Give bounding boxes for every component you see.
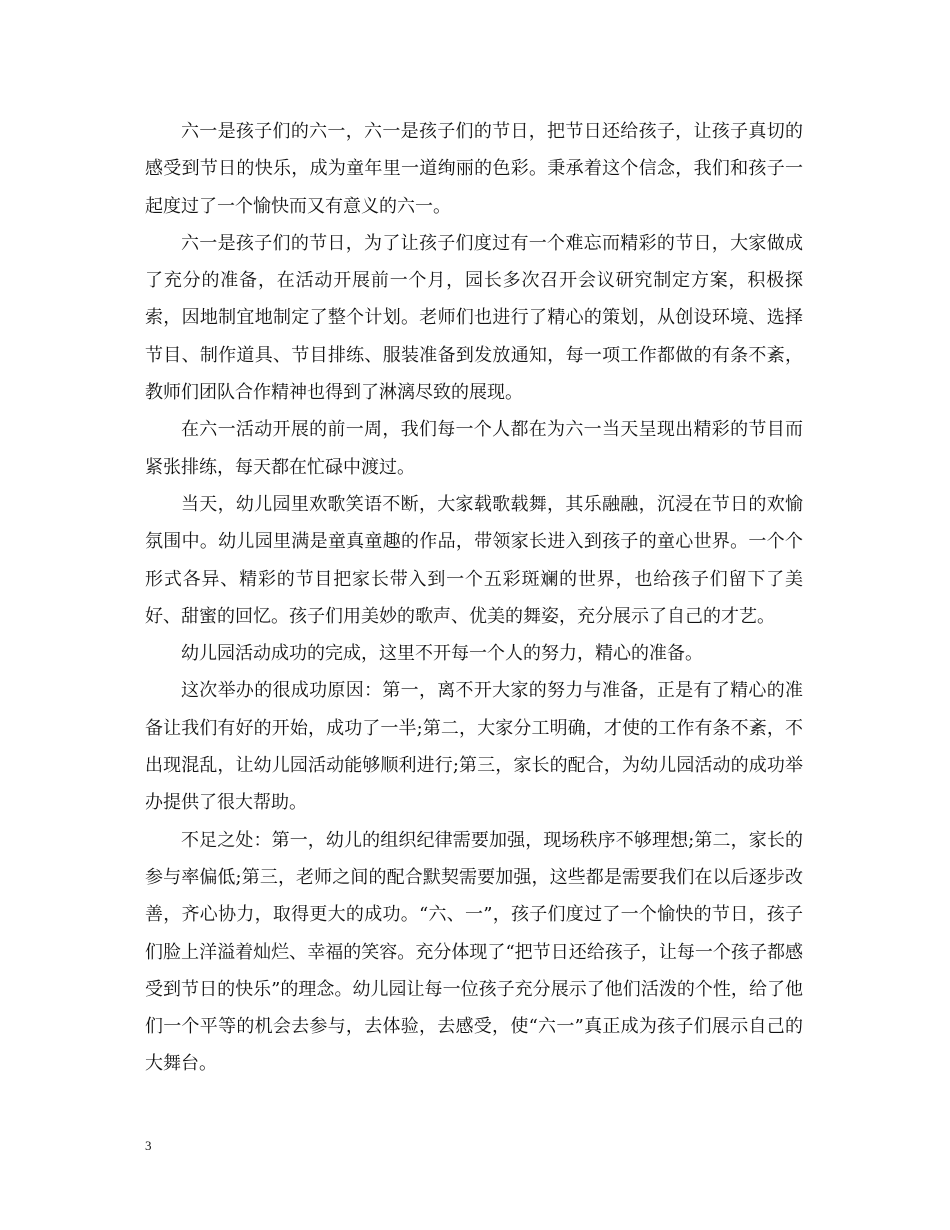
page-number: 3 bbox=[145, 1138, 152, 1153]
paragraph-4: 当天，幼儿园里欢歌笑语不断，大家载歌载舞，其乐融融，沉浸在节日的欢愉氛围中。幼儿园里满是童真童趣的作品，带领家长进入到孩子的童心世界。一个个形式各异、精彩的节目把家长带入到一个五彩斑斓的世界，也给孩子们留下了美好、甜蜜的回忆。孩子们用美妙的歌声、优美的舞姿，充分展示了自己的才艺。 bbox=[145, 493, 803, 627]
paragraph-3: 在六一活动开展的前一周，我们每一个人都在为六一当天呈现出精彩的节目而紧张排练，每天都在忙碌中渡过。 bbox=[145, 419, 803, 478]
paragraph-2: 六一是孩子们的节日，为了让孩子们度过有一个难忘而精彩的节日，大家做成了充分的准备，在活动开展前一个月，园长多次召开会议研究制定方案，积极探索，因地制宜地制定了整个计划。老师们也进行了精心的策划，从创设环境、选择节目、制作道具、节目排练、服装准备到发放通知，每一项工作都做的有条不紊，教师们团队合作精神也得到了淋漓尽致的展现。 bbox=[145, 232, 803, 404]
paragraph-5: 幼儿园活动成功的完成，这里不开每一个人的努力，精心的准备。 bbox=[181, 643, 703, 665]
paragraph-7: 不足之处：第一，幼儿的组织纪律需要加强，现场秩序不够理想;第二，家长的参与率偏低;第三，老师之间的配合默契需要加强，这些都是需要我们在以后逐步改善，齐心协力，取得更大的成功。“六、一”，孩子们度过了一个愉快的节日，孩子们脸上洋溢着灿烂、幸福的笑容。充分体现了“把节日还给孩子，让每一个孩子都感受到节日的快乐”的理念。幼儿园让每一位孩子充分展示了他们活泼的个性，给了他们一个平等的机会去参与，去体验，去感受，使“六一”真正成为孩子们展示自己的大舞台。 bbox=[145, 829, 803, 1075]
document-body bbox=[145, 113, 803, 1083]
paragraph-1: 六一是孩子们的六一，六一是孩子们的节日，把节日还给孩子，让孩子真切的感受到节日的快乐，成为童年里一道绚丽的色彩。秉承着这个信念，我们和孩子一起度过了一个愉快而又有意义的六一。 bbox=[145, 121, 803, 217]
paragraph-6: 这次举办的很成功原因：第一，离不开大家的努力与准备，正是有了精心的准备让我们有好的开始，成功了一半;第二，大家分工明确，才使的工作有条不紊，不出现混乱，让幼儿园活动能够顺利进行;第三，家长的配合，为幼儿园活动的成功举办提供了很大帮助。 bbox=[145, 680, 803, 814]
